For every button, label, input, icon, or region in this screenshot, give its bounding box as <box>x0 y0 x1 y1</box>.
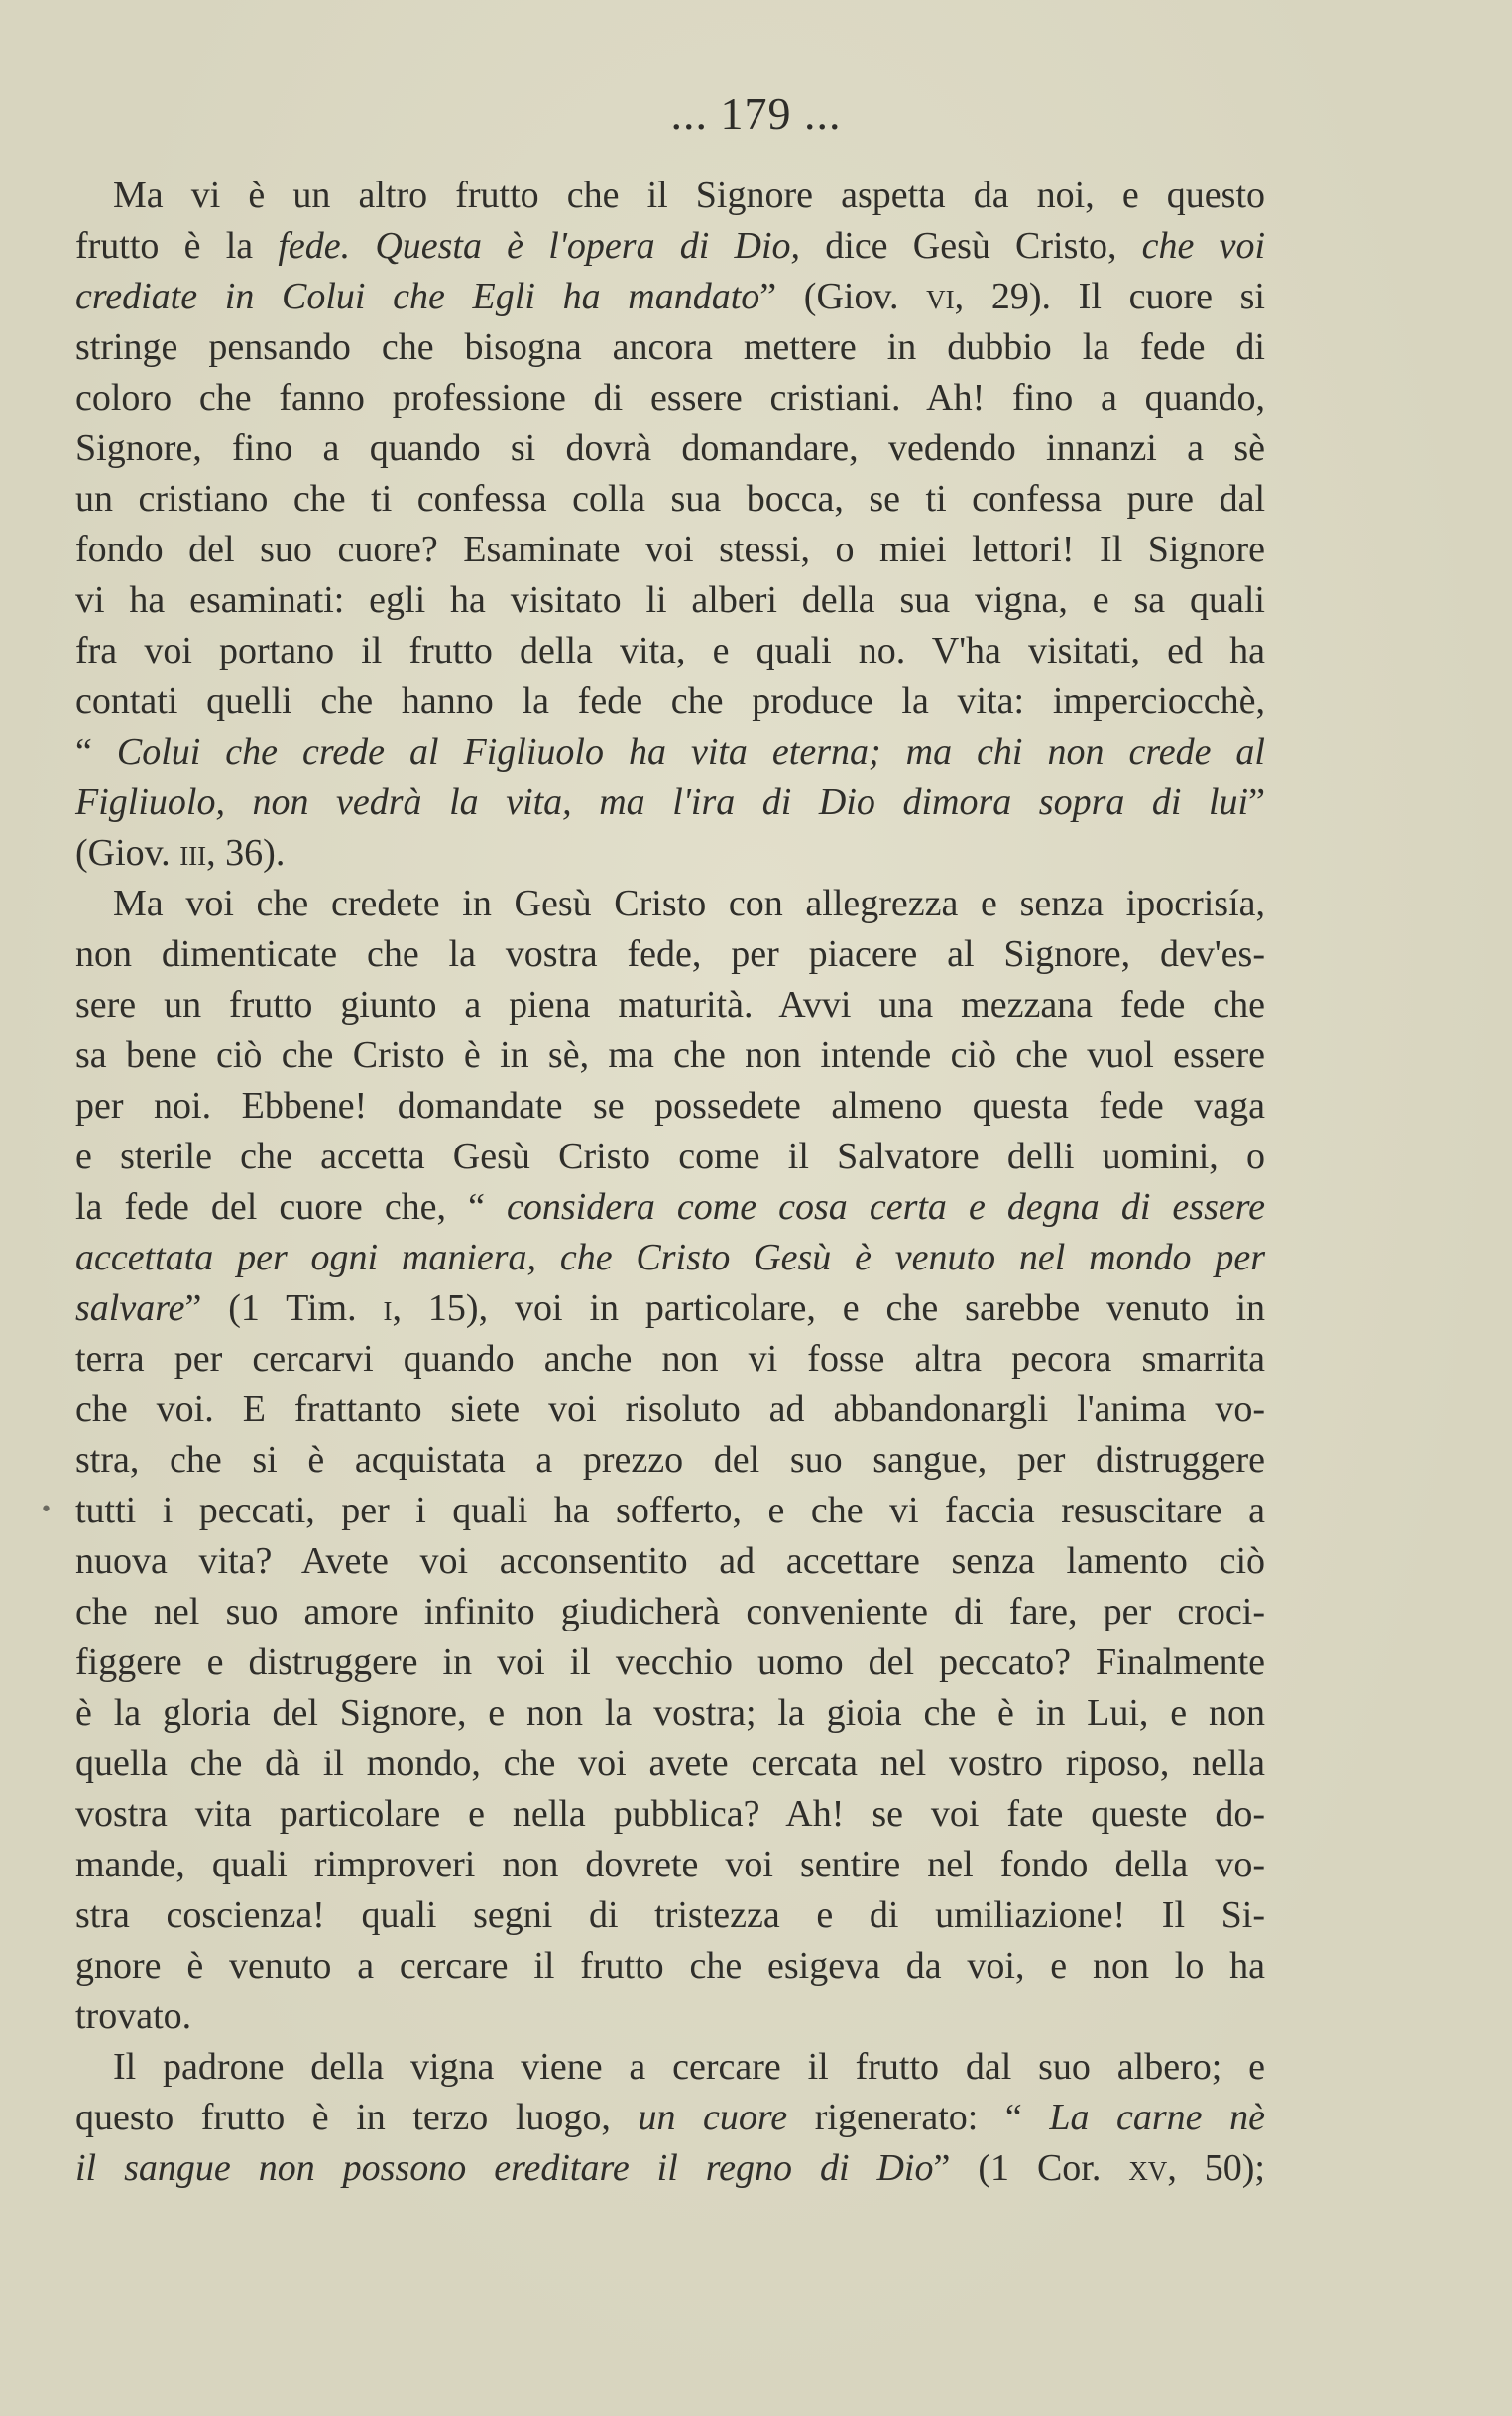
text-line <box>75 1486 1265 1536</box>
text-segment: fra voi portano il frutto della vita, e quali no. V'ha visitati, ed ha <box>75 630 1265 671</box>
italic-text: accettata per ogni maniera, che Cristo Gesù è venuto nel mondo per <box>75 1237 1265 1278</box>
text-line <box>75 2093 1265 2143</box>
text-segment: contati quelli che hanno la fede che produce la vita: imperciocchè, <box>75 680 1265 722</box>
text-line <box>75 1536 1265 1587</box>
text-line <box>75 2042 1265 2093</box>
text-segment: stringe pensando che bisogna ancora mettere in dubbio la fede di <box>75 326 1265 368</box>
italic-text: un cuore <box>638 2097 788 2138</box>
text-line <box>75 1334 1265 1385</box>
text-line <box>75 1385 1265 1435</box>
italic-text: che voi <box>1141 225 1266 267</box>
text-line <box>75 727 1265 778</box>
text-segment: ” (1 Tim. <box>184 1287 384 1329</box>
italic-text: fede. <box>278 225 351 267</box>
text-line <box>75 828 1265 879</box>
text-line <box>75 1688 1265 1739</box>
text-line <box>75 1233 1265 1283</box>
text-segment: sa bene ciò che Cristo è in sè, ma che non intende ciò che vuol essere <box>75 1034 1265 1076</box>
italic-text: considera come cosa certa e degna di essere <box>507 1186 1265 1228</box>
text-segment: , 36). <box>206 832 286 874</box>
text-line <box>75 676 1265 727</box>
text-line <box>75 272 1265 322</box>
roman-numeral: vi <box>926 276 955 317</box>
text-line <box>75 575 1265 626</box>
text-segment: Signore, fino a quando si dovrà domandare, vedendo innanzi a sè <box>75 427 1265 469</box>
text-segment: figgere e distruggere in voi il vecchio uomo del peccato? Finalmente <box>75 1641 1265 1683</box>
text-segment: (Giov. <box>75 832 180 874</box>
text-line <box>75 778 1265 828</box>
text-segment: gnore è venuto a cercare il frutto che esigeva da voi, e non lo ha <box>75 1945 1265 1987</box>
text-line <box>75 322 1265 373</box>
text-segment: nuova vita? Avete voi acconsentito ad accettare senza lamento ciò <box>75 1540 1265 1582</box>
text-line <box>75 1890 1265 1941</box>
text-line <box>75 525 1265 575</box>
text-segment: , 15), voi in particolare, e che sarebbe venuto in <box>392 1287 1265 1329</box>
text-segment: ” (1 Cor. <box>933 2147 1129 2189</box>
text-line <box>75 171 1265 221</box>
text-line <box>75 1587 1265 1637</box>
text-segment: vostra vita particolare e nella pubblica? Ah! se voi fate queste do- <box>75 1793 1265 1835</box>
roman-numeral: i <box>383 1287 393 1329</box>
text-line <box>75 879 1265 929</box>
text-segment: che nel suo amore infinito giudicherà conveniente di fare, per croci- <box>75 1591 1265 1632</box>
italic-text: Figliuolo, non vedrà la vita, ma l'ira di Dio dimora sopra di lui <box>75 782 1249 823</box>
text-segment <box>350 225 375 267</box>
text-segment: rigenerato: “ <box>787 2097 1050 2138</box>
text-line <box>75 1030 1265 1081</box>
text-segment: coloro che fanno professione di essere cristiani. Ah! fino a quando, <box>75 377 1265 419</box>
margin-dot: • <box>40 1498 53 1522</box>
italic-text: salvare <box>75 1287 185 1329</box>
text-segment: , 29). Il cuore si <box>954 276 1265 317</box>
text-segment: stra coscienza! quali segni di tristezza e di umiliazione! Il Si- <box>75 1894 1265 1936</box>
text-segment: stra, che si è acquistata a prezzo del suo sangue, per distruggere <box>75 1439 1265 1481</box>
text-segment: per noi. Ebbene! domandate se possedete almeno questa fede vaga <box>75 1085 1265 1127</box>
text-line <box>75 1132 1265 1182</box>
text-segment: dice Gesù Cristo, <box>800 225 1142 267</box>
text-line <box>75 1789 1265 1840</box>
text-segment: e sterile che accetta Gesù Cristo come il Salvatore delli uomini, o <box>75 1136 1265 1177</box>
text-segment: questo frutto è in terzo luogo, <box>75 2097 639 2138</box>
text-segment: terra per cercarvi quando anche non vi fosse altra pecora smarrita <box>75 1338 1265 1380</box>
text-segment: mande, quali rimproveri non dovrete voi sentire nel fondo della vo- <box>75 1844 1265 1885</box>
text-line <box>75 929 1265 980</box>
text-line <box>75 1739 1265 1789</box>
text-line <box>75 373 1265 423</box>
text-line <box>75 980 1265 1030</box>
text-segment: un cristiano che ti confessa colla sua bocca, se ti confessa pure dal <box>75 478 1265 520</box>
text-segment: non dimenticate che la vostra fede, per piacere al Signore, dev'es- <box>75 933 1265 975</box>
text-segment: la fede del cuore che, “ <box>75 1186 508 1228</box>
roman-numeral: xv <box>1128 2147 1168 2189</box>
text-segment: ” (Giov. <box>759 276 927 317</box>
text-line <box>75 1637 1265 1688</box>
text-segment: trovato. <box>75 1995 192 2037</box>
text-line <box>75 2143 1265 2194</box>
text-segment: quella che dà il mondo, che voi avete cercata nel vostro riposo, nella <box>75 1743 1265 1784</box>
text-line <box>75 1941 1265 1992</box>
italic-text: Questa è l'opera di Dio, <box>375 225 801 267</box>
text-segment: “ <box>75 731 117 773</box>
text-segment: vi ha esaminati: egli ha visitato li alberi della sua vigna, e sa quali <box>75 579 1265 621</box>
text-line <box>75 1081 1265 1132</box>
text-line <box>75 1182 1265 1233</box>
roman-numeral: iii <box>179 832 207 874</box>
text-segment: Ma vi è un altro frutto che il Signore aspetta da noi, e questo <box>113 175 1265 216</box>
text-line <box>75 221 1265 272</box>
text-line <box>75 626 1265 676</box>
text-line <box>75 423 1265 474</box>
text-line <box>75 474 1265 525</box>
italic-text: il sangue non possono ereditare il regno di Dio <box>75 2147 934 2189</box>
italic-text: crediate in Colui che Egli ha mandato <box>75 276 760 317</box>
text-segment: Ma voi che credete in Gesù Cristo con allegrezza e senza ipocrisía, <box>113 883 1265 924</box>
text-segment: fondo del suo cuore? Esaminate voi stessi, o miei lettori! Il Signore <box>75 529 1265 570</box>
page-number: ... 179 ... <box>670 88 842 139</box>
text-segment: ” <box>1248 782 1265 823</box>
text-segment: , 50); <box>1167 2147 1265 2189</box>
italic-text: Colui che crede al Figliuolo ha vita eterna; ma chi non crede al <box>116 731 1265 773</box>
text-segment: frutto è la <box>75 225 279 267</box>
text-line <box>75 1283 1265 1334</box>
text-segment: tutti i peccati, per i quali ha sofferto, e che vi faccia resuscitare a <box>75 1490 1265 1531</box>
text-line <box>75 1992 1265 2042</box>
text-line <box>75 1840 1265 1890</box>
body-text <box>75 171 1265 2194</box>
text-line <box>75 1435 1265 1486</box>
text-segment: che voi. E frattanto siete voi risoluto ad abbandonargli l'anima vo- <box>75 1389 1265 1430</box>
text-segment: è la gloria del Signore, e non la vostra; la gioia che è in Lui, e non <box>75 1692 1265 1734</box>
italic-text: La carne nè <box>1049 2097 1265 2138</box>
text-segment: sere un frutto giunto a piena maturità. Avvi una mezzana fede che <box>75 984 1265 1026</box>
text-segment: Il padrone della vigna viene a cercare il frutto dal suo albero; e <box>113 2046 1265 2088</box>
